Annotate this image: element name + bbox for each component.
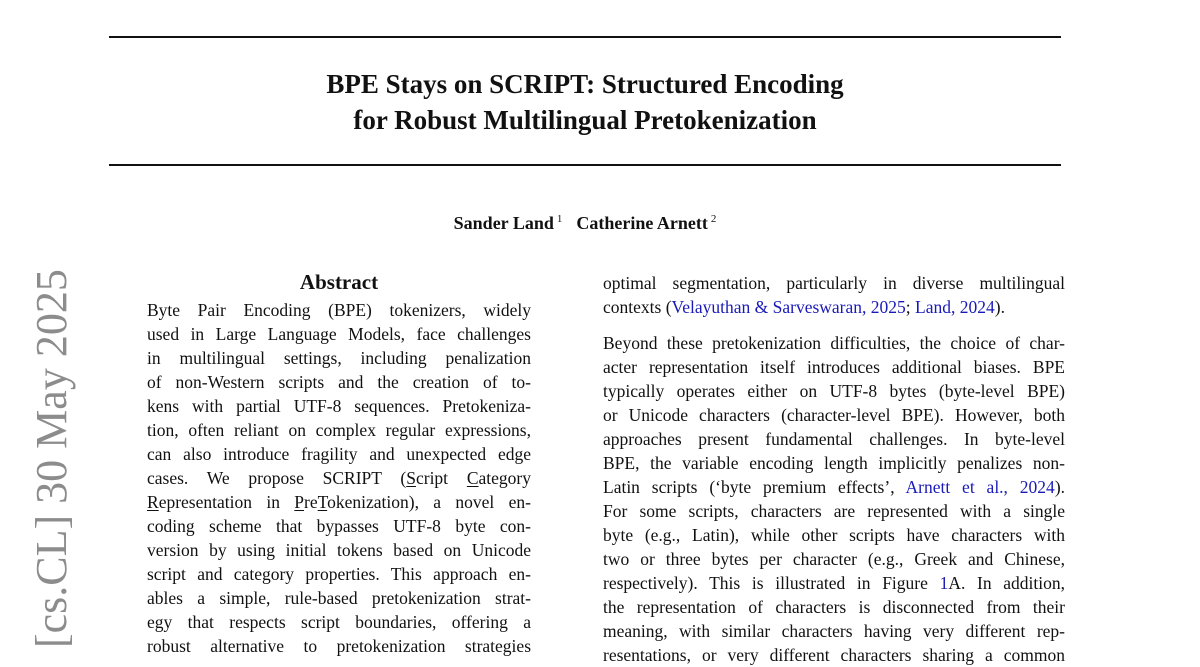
body-line: acter representation itself introduces additional biases. BPE — [603, 357, 1065, 377]
figure-ref-link[interactable]: 1 — [939, 573, 949, 593]
abstract-line: ables a simple, rule-based pretokenization strat- — [147, 588, 531, 608]
top-rule — [109, 36, 1061, 38]
body-line: For some scripts, characters are represented with a single — [603, 501, 1065, 521]
body-line: the representation of characters is disconnected from their — [603, 597, 1065, 617]
body-line: or Unicode characters (character-level BPE). However, both — [603, 405, 1065, 425]
author-name: Catherine Arnett — [576, 213, 708, 233]
author-list — [109, 206, 1061, 236]
abstract-line: version by using initial tokens based on Unicode — [147, 540, 531, 560]
abstract-line: Representation in PreTokenization), a novel en- — [147, 492, 531, 512]
body-line: Beyond these pretokenization difficulties, the choice of char- — [603, 333, 1065, 353]
body-line: meaning, with similar characters having very different rep- — [603, 621, 1065, 641]
abstract-line: of non-Western scripts and the creation of to- — [147, 372, 531, 392]
body-line: optimal segmentation, particularly in diverse multilingual — [603, 273, 1065, 293]
body-line: BPE, the variable encoding length implicitly penalizes non- — [603, 453, 1065, 473]
abstract-line: robust alternative to pretokenization strategies — [147, 636, 531, 656]
arxiv-watermark: [cs.CL] 30 May 2025 — [27, 269, 76, 648]
body-line: approaches present fundamental challenges. In byte-level — [603, 429, 1065, 449]
abstract-line: tion, often reliant on complex regular expressions, — [147, 420, 531, 440]
abstract-line: kens with partial UTF-8 sequences. Pretokeniza- — [147, 396, 531, 416]
abstract-section — [147, 268, 531, 658]
abstract-line: coding scheme that bypasses UTF-8 byte con- — [147, 516, 531, 536]
body-line: byte (e.g., Latin), while other scripts have characters with — [603, 525, 1065, 545]
abstract-line: used in Large Language Models, face challenges — [147, 324, 531, 344]
abstract-line: can also introduce fragility and unexpected edge — [147, 444, 531, 464]
body-line: contexts (Velayuthan & Sarveswaran, 2025; Land, 2024). — [603, 297, 1005, 317]
body-line: respectively). This is illustrated in Figure 1A. In addition, — [603, 573, 1066, 593]
body-line: Latin scripts (‘byte premium effects’, Arnett et al., 2024). — [603, 477, 1066, 497]
title-line-2: for Robust Multilingual Pretokenization — [353, 105, 817, 135]
abstract-heading: Abstract — [299, 270, 379, 294]
author-affiliation: 2 — [710, 213, 717, 225]
abstract-line: egy that respects script boundaries, offering a — [147, 612, 531, 632]
intro-column — [603, 271, 1065, 667]
body-line: resentations, or very different characters sharing a common — [603, 645, 1065, 665]
abstract-line: Byte Pair Encoding (BPE) tokenizers, widely — [147, 300, 531, 320]
citation-link[interactable]: Land, 2024 — [915, 297, 995, 317]
body-line: two or three bytes per character (e.g., Greek and Chinese, — [603, 549, 1065, 569]
paper-title — [109, 66, 1061, 138]
body-line: typically operates either on UTF-8 bytes (byte-level BPE) — [603, 381, 1065, 401]
abstract-line: script and category properties. This approach en- — [147, 564, 531, 584]
citation-link[interactable]: Arnett et al., 2024 — [905, 477, 1055, 497]
abstract-line: in multilingual settings, including penalization — [147, 348, 531, 368]
citation-link[interactable]: Velayuthan & Sarveswaran, 2025 — [671, 297, 906, 317]
title-line-1: BPE Stays on SCRIPT: Structured Encoding — [326, 69, 844, 99]
author-affiliation: 1 — [556, 213, 563, 225]
author-name: Sander Land — [453, 213, 554, 233]
abstract-line: cases. We propose SCRIPT (Script Category — [147, 468, 531, 488]
bottom-rule — [109, 164, 1061, 166]
